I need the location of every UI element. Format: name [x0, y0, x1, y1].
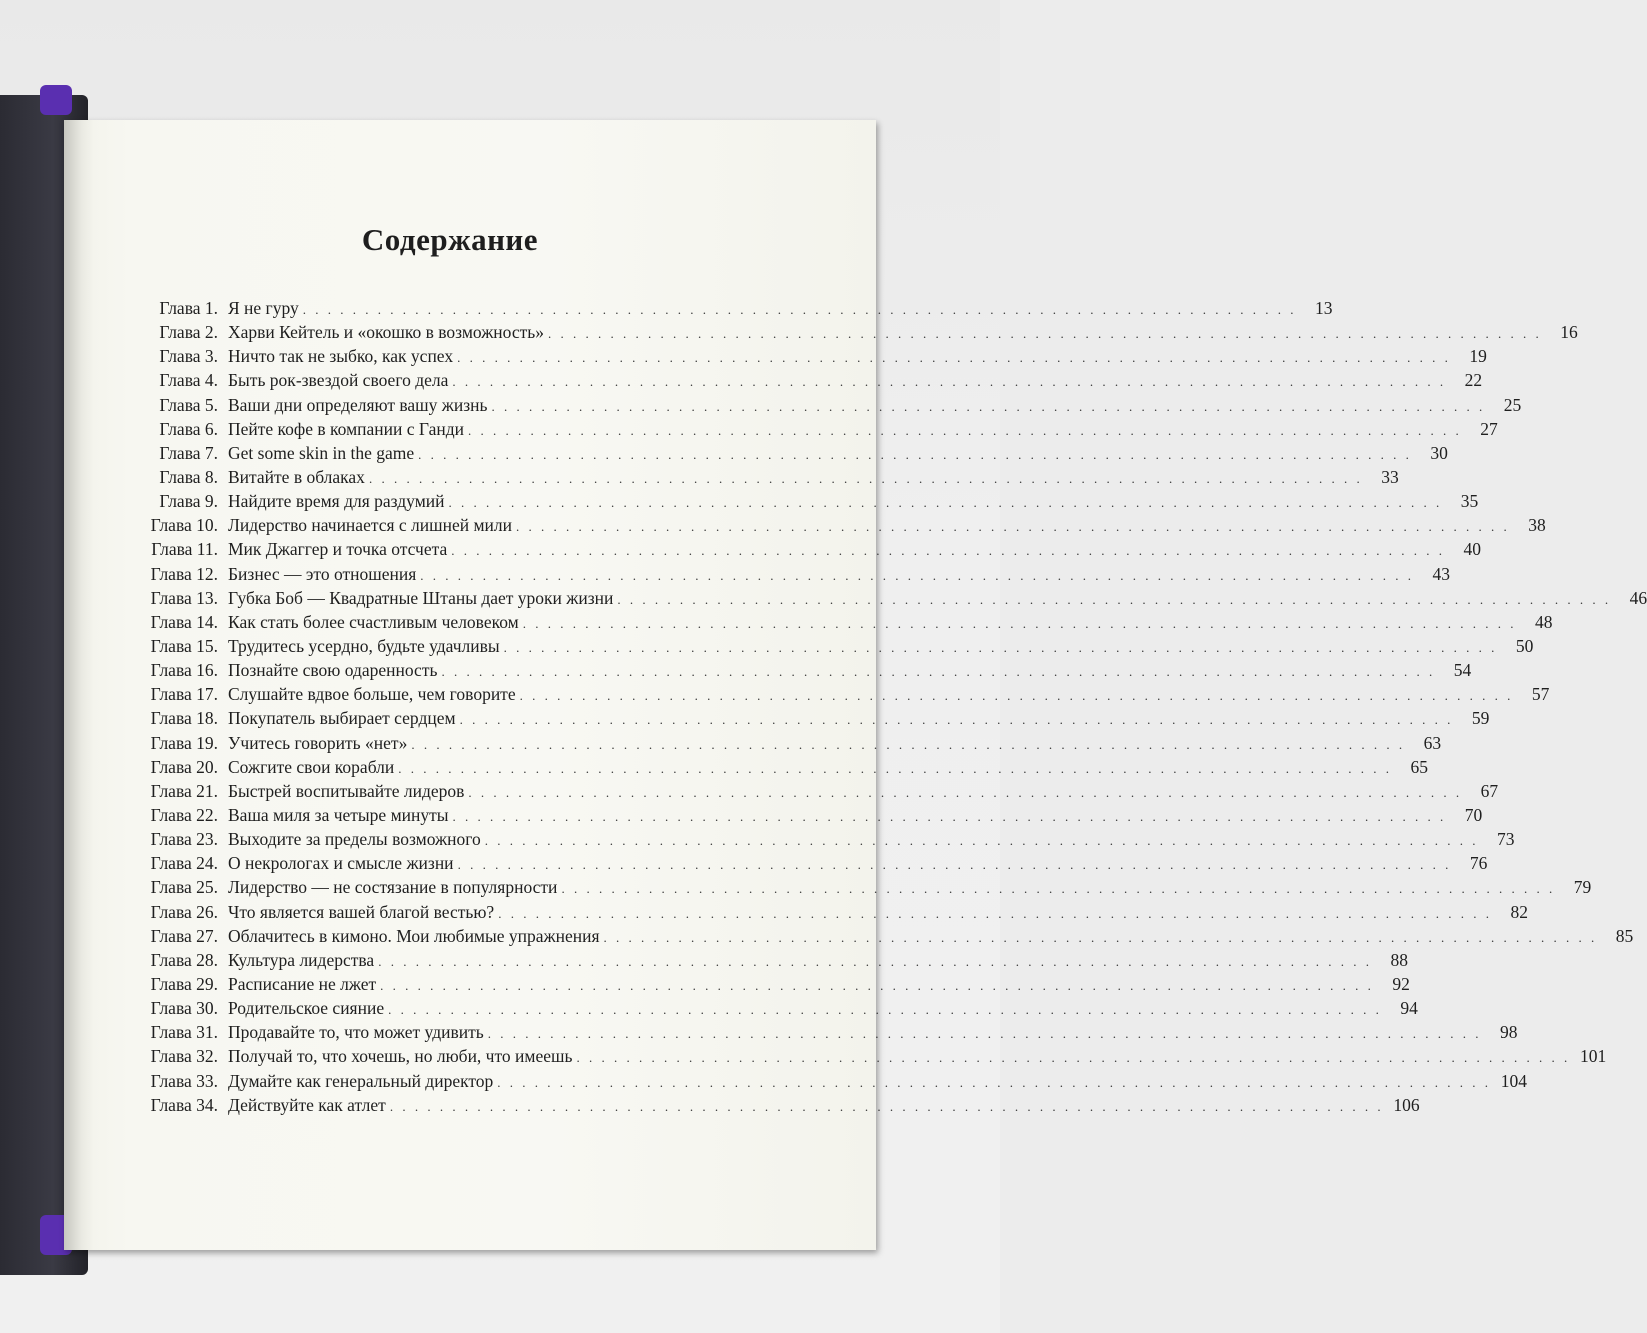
chapter-title: Харви Кейтель и «окошко в возможность»	[228, 322, 544, 343]
page-number: 30	[1430, 442, 1448, 463]
chapter-label: Глава 30.	[150, 998, 218, 1019]
page-number: 57	[1531, 684, 1550, 705]
page-number: 48	[1534, 611, 1553, 632]
chapter-label: Глава 31.	[150, 1022, 218, 1043]
toc-row	[130, 755, 1429, 779]
page-number: 46	[1629, 587, 1647, 608]
toc-row	[130, 900, 1528, 924]
chapter-label: Глава 28.	[150, 949, 218, 970]
page-number: 16	[1560, 322, 1578, 343]
toc-row	[130, 658, 1472, 682]
dot-leader	[504, 636, 1498, 660]
page-number: 65	[1410, 756, 1429, 777]
page-number: 98	[1499, 1022, 1518, 1043]
dot-leader	[548, 322, 1542, 346]
chapter-label: Глава 4.	[159, 370, 218, 391]
page-number: 33	[1381, 466, 1399, 487]
dot-leader	[303, 298, 1297, 322]
chapter-label: Глава 27.	[150, 925, 218, 946]
toc-row	[130, 875, 1592, 899]
chapter-label: Глава 15.	[150, 635, 218, 656]
dot-leader	[398, 757, 1392, 781]
page-number: 92	[1392, 973, 1410, 994]
chapter-title: Действуйте как атлет	[228, 1094, 386, 1115]
toc-row	[130, 296, 1333, 320]
chapter-label: Глава 33.	[150, 1070, 218, 1091]
page-number: 25	[1503, 394, 1522, 415]
dot-leader	[497, 1071, 1491, 1095]
toc-row	[130, 1020, 1518, 1044]
chapter-title: Ваши дни определяют вашу жизнь	[228, 394, 488, 415]
chapter-title: Лидерство начинается с лишней мили	[228, 515, 513, 536]
chapter-title: Как стать более счастливым человеком	[228, 611, 519, 632]
page-number: 70	[1464, 804, 1483, 825]
chapter-label: Глава 7.	[159, 442, 218, 463]
chapter-label: Глава 14.	[150, 611, 218, 632]
chapter-label: Глава 18.	[150, 708, 218, 729]
toc-row	[130, 417, 1498, 441]
toc-row	[130, 803, 1483, 827]
chapter-label: Глава 20.	[150, 756, 218, 777]
page-title: Содержание	[361, 222, 539, 257]
chapter-label: Глава 17.	[150, 684, 218, 705]
chapter-title: Учитесь говорить «нет»	[228, 732, 408, 753]
chapter-label: Глава 24.	[150, 853, 218, 874]
chapter-title: Что является вашей благой вестью?	[228, 901, 495, 922]
chapter-title: Быть рок-звездой своего дела	[228, 370, 449, 391]
toc-row	[130, 634, 1534, 658]
toc-row	[130, 972, 1410, 996]
chapter-label: Глава 19.	[150, 732, 218, 753]
chapter-title: Трудитесь усердно, будьте удачливы	[228, 635, 500, 656]
toc-row	[130, 706, 1490, 730]
chapter-title: Быстрей воспитывайте лидеров	[228, 780, 465, 801]
dot-leader	[449, 491, 1443, 515]
chapter-label: Глава 6.	[159, 418, 218, 439]
chapter-label: Глава 1.	[159, 298, 218, 318]
chapter-label: Глава 22.	[150, 804, 218, 825]
dot-leader	[617, 588, 1611, 612]
dot-leader	[369, 467, 1363, 491]
toc-row	[130, 537, 1481, 561]
toc-row	[130, 562, 1451, 586]
toc-row	[130, 851, 1488, 875]
dot-leader	[441, 660, 1435, 684]
chapter-title: Думайте как генеральный директор	[228, 1070, 494, 1091]
chapter-title: Губка Боб — Квадратные Штаны дает уроки жизни	[228, 587, 614, 608]
dot-leader	[468, 419, 1462, 443]
page-number: 27	[1480, 418, 1498, 439]
toc-row	[130, 489, 1479, 513]
page-number: 67	[1480, 780, 1499, 801]
page-number: 73	[1496, 829, 1515, 850]
dot-leader	[420, 564, 1414, 588]
dot-leader	[492, 395, 1486, 419]
toc-row	[130, 441, 1448, 465]
chapter-label: Глава 21.	[150, 780, 218, 801]
chapter-title: Сожгите свои корабли	[228, 756, 395, 777]
page-number: 82	[1510, 901, 1528, 922]
chapter-title: Найдите время для раздумий	[228, 491, 445, 512]
chapter-title: Культура лидерства	[228, 949, 375, 970]
page-number: 35	[1460, 491, 1479, 512]
toc-row	[130, 1069, 1528, 1093]
dot-leader	[488, 1022, 1482, 1046]
page-number: 104	[1500, 1070, 1528, 1091]
chapter-title: Get some skin in the game	[228, 442, 415, 463]
chapter-label: Глава 3.	[159, 346, 218, 367]
page-number: 88	[1390, 949, 1408, 970]
page-number: 59	[1471, 708, 1490, 729]
dot-leader	[561, 877, 1555, 901]
chapter-title: Пейте кофе в компании с Ганди	[228, 418, 464, 439]
chapter-title: Лидерство — не состязание в популярности	[228, 877, 558, 898]
toc-row	[130, 924, 1634, 948]
chapter-title: Витайте в облаках	[228, 466, 365, 487]
toc-row	[130, 827, 1515, 851]
chapter-label: Глава 2.	[159, 322, 218, 343]
chapter-title: О некрологах и смысле жизни	[228, 853, 454, 874]
toc-row	[130, 513, 1546, 537]
toc-row	[130, 1044, 1607, 1068]
page-number: 40	[1463, 539, 1481, 560]
chapter-label: Глава 13.	[150, 587, 218, 608]
chapter-title: Я не гуру	[228, 298, 299, 318]
page-number: 43	[1432, 563, 1451, 584]
toc-row	[130, 368, 1483, 392]
chapter-label: Глава 26.	[150, 901, 218, 922]
chapter-label: Глава 25.	[150, 877, 218, 898]
dot-leader	[452, 370, 1446, 394]
dot-leader	[485, 829, 1479, 853]
chapter-title: Познайте свою одаренность	[228, 660, 438, 681]
page-number: 54	[1453, 660, 1472, 681]
page-number: 38	[1528, 515, 1546, 536]
chapter-label: Глава 12.	[150, 563, 218, 584]
chapter-title: Расписание не лжет	[228, 973, 377, 994]
page-number: 85	[1615, 925, 1634, 946]
dot-leader	[451, 539, 1445, 563]
dot-leader	[411, 733, 1405, 757]
page-number: 94	[1400, 998, 1418, 1019]
toc-row	[130, 731, 1442, 755]
dot-leader	[498, 902, 1492, 926]
toc-row	[130, 610, 1553, 634]
chapter-label: Глава 16.	[150, 660, 218, 681]
dot-leader	[388, 998, 1382, 1022]
chapter-title: Продавайте то, что может удивить	[228, 1022, 484, 1043]
chapter-title: Мик Джаггер и точка отсчета	[228, 539, 448, 560]
dot-leader	[460, 708, 1454, 732]
page-number: 76	[1469, 853, 1488, 874]
dot-leader	[576, 1046, 1570, 1070]
chapter-title: Облачитесь в кимоно. Мои любимые упражнения	[228, 925, 600, 946]
dot-leader	[516, 515, 1510, 539]
chapter-label: Глава 34.	[150, 1094, 218, 1115]
bookmark-ribbon-top	[40, 85, 72, 115]
dot-leader	[390, 1095, 1384, 1119]
toc-row	[130, 682, 1550, 706]
page-number: 22	[1464, 370, 1483, 391]
toc-row	[130, 996, 1418, 1020]
chapter-label: Глава 10.	[150, 515, 218, 536]
page-number: 101	[1579, 1046, 1607, 1067]
chapter-label: Глава 32.	[150, 1046, 218, 1067]
chapter-title: Родительское сияние	[228, 998, 385, 1019]
chapter-label: Глава 23.	[150, 829, 218, 850]
page-number: 63	[1423, 732, 1442, 753]
page-number: 106	[1393, 1094, 1420, 1115]
page-number: 79	[1573, 877, 1592, 898]
toc-row	[130, 393, 1522, 417]
chapter-title: Выходите за пределы возможного	[228, 829, 481, 850]
toc-row	[130, 948, 1408, 972]
page-number: 50	[1515, 635, 1534, 656]
dot-leader	[457, 346, 1451, 370]
page-number: 13	[1315, 298, 1333, 318]
dot-leader	[458, 853, 1452, 877]
chapter-label: Глава 29.	[150, 973, 218, 994]
chapter-label: Глава 8.	[159, 466, 218, 487]
chapter-title: Ничто так не зыбко, как успех	[228, 346, 454, 367]
dot-leader	[520, 684, 1514, 708]
dot-leader	[378, 950, 1372, 974]
toc-row	[130, 320, 1578, 344]
dot-leader	[523, 612, 1517, 636]
dot-leader	[468, 781, 1462, 805]
toc-row	[130, 465, 1399, 489]
dot-leader	[380, 974, 1374, 998]
toc-row	[130, 1093, 1420, 1117]
chapter-label: Глава 9.	[159, 491, 218, 512]
table-of-contents	[130, 296, 1647, 1117]
toc-row	[130, 586, 1647, 610]
chapter-label: Глава 5.	[159, 394, 218, 415]
chapter-title: Бизнес — это отношения	[228, 563, 417, 584]
dot-leader	[453, 805, 1447, 829]
chapter-title: Слушайте вдвое больше, чем говорите	[228, 684, 516, 705]
toc-row	[130, 344, 1487, 368]
chapter-label: Глава 11.	[151, 539, 218, 560]
chapter-title: Покупатель выбирает сердцем	[228, 708, 456, 729]
chapter-title: Ваша миля за четыре минуты	[228, 804, 449, 825]
toc-row	[130, 779, 1499, 803]
page-number: 19	[1469, 346, 1487, 367]
dot-leader	[604, 926, 1598, 950]
dot-leader	[418, 443, 1412, 467]
page-gutter-shadow	[64, 120, 94, 1250]
chapter-title: Получай то, что хочешь, но люби, что имеешь	[228, 1046, 573, 1067]
